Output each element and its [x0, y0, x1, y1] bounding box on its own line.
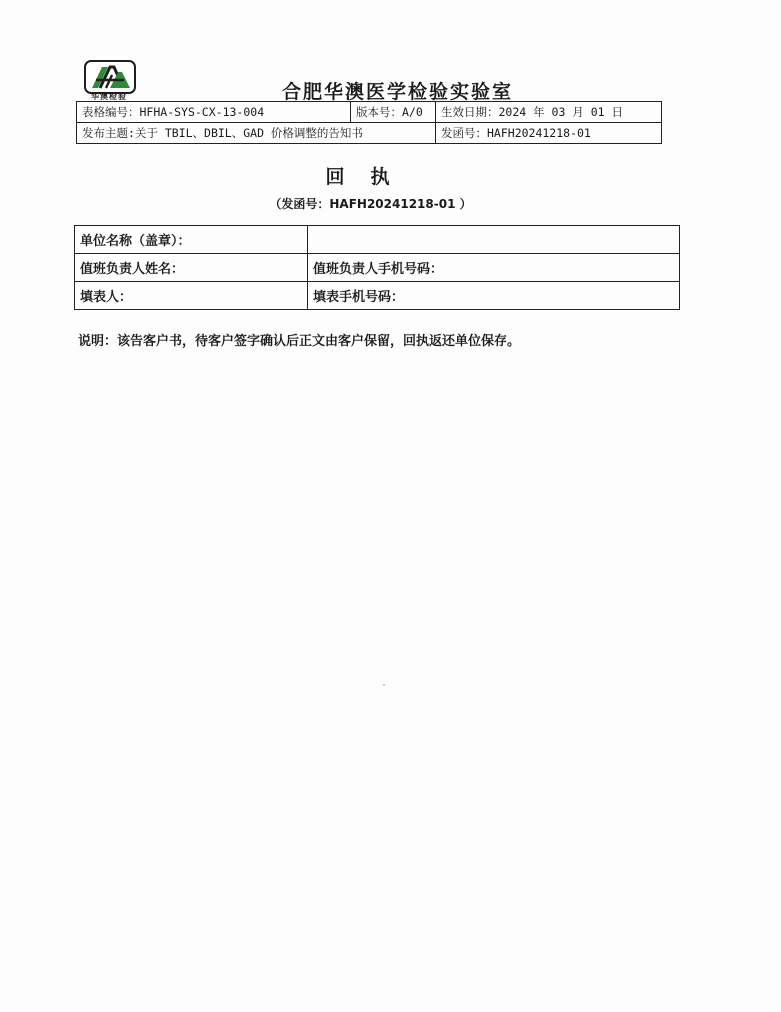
duty-person-phone-field[interactable]: 值班负责人手机号码：: [308, 254, 680, 282]
institution-title: 合肥华澳医学检验实验室: [282, 81, 514, 103]
receipt-form-table: [74, 225, 680, 310]
huaao-letters-logo-icon: [84, 60, 136, 94]
letter-number: 发函号：HAFH20241218-01: [436, 123, 662, 144]
scan-speck: [383, 684, 385, 686]
unit-name-field[interactable]: [308, 226, 680, 254]
duty-person-name-field[interactable]: 值班负责人姓名：: [75, 254, 308, 282]
filler-name-field[interactable]: 填表人：: [75, 282, 308, 310]
company-logo: [80, 60, 138, 104]
publication-subject: 发布主题:关于 TBIL、DBIL、GAD 价格调整的告知书: [77, 123, 436, 144]
receipt-letter-number: （发函号：HAFH20241218-01 ）: [269, 197, 472, 211]
form-row-filler: [75, 282, 680, 310]
logo-caption: 华澳检验: [91, 92, 127, 101]
header-row-1: [77, 102, 662, 123]
version-number: 版本号：A/0: [351, 102, 436, 123]
filler-phone-field[interactable]: 填表手机号码：: [308, 282, 680, 310]
effective-date: 生效日期：2024 年 03 月 01 日: [436, 102, 662, 123]
header-row-2: [77, 123, 662, 144]
unit-name-label: 单位名称（盖章）：: [75, 226, 308, 254]
form-row-duty-person: [75, 254, 680, 282]
receipt-title: 回执: [325, 166, 416, 188]
instruction-note: 说明：该告客户书，待客户签字确认后正文由客户保留，回执返还单位保存。: [78, 334, 521, 349]
form-row-unit: [75, 226, 680, 254]
form-number: 表格编号：HFHA-SYS-CX-13-004: [77, 102, 351, 123]
document-header-table: [76, 101, 662, 144]
